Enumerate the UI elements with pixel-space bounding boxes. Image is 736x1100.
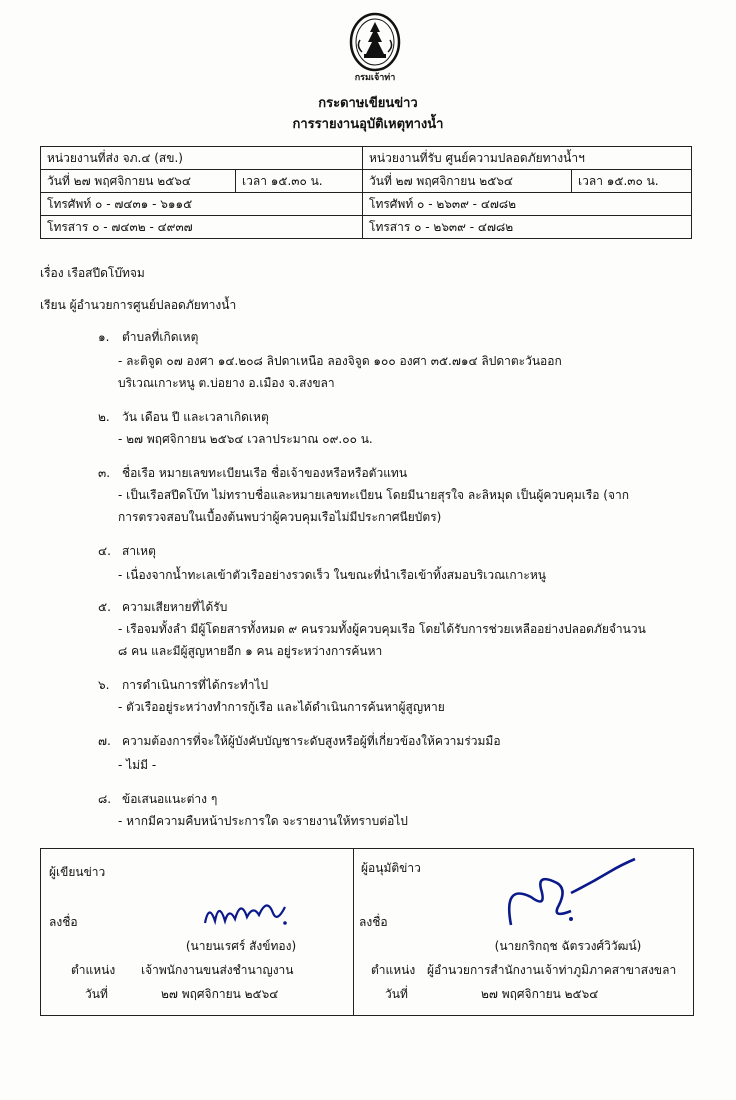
item-detail: บริเวณเกาะหนู ต.บ่อยาง อ.เมือง จ.สงขลา <box>118 376 335 390</box>
item-number: ๓. <box>98 466 111 480</box>
approver-date: ๒๗ พฤศจิกายน ๒๕๖๔ <box>481 987 599 1001</box>
writer-date: ๒๗ พฤศจิกายน ๒๕๖๔ <box>161 987 279 1001</box>
item-title-damage: ความเสียหายที่ได้รับ <box>122 600 228 614</box>
receiver-fax: โทรสาร ๐ - ๒๖๓๙ - ๔๗๘๒ <box>363 216 692 239</box>
item-detail: การตรวจสอบในเบื้องต้นพบว่าผู้ควบคุมเรือไม่มีประกาศนียบัตร) <box>118 510 442 524</box>
table-row <box>41 216 692 239</box>
item-detail: - ไม่มี - <box>118 758 157 772</box>
receiver-unit: หน่วยงานที่รับ ศูนย์ความปลอดภัยทางน้ำฯ <box>363 147 692 170</box>
approver-date-label: วันที่ <box>385 987 408 1001</box>
item-detail: - เรือจมทั้งลำ มีผู้โดยสารทั้งหมด ๙ คนรวมทั้งผู้ควบคุมเรือ โดยได้รับการช่วยเหลืออย่างปลอดภัยจำนวน <box>118 622 646 636</box>
writer-position-label: ตำแหน่ง <box>71 963 116 977</box>
subject-line: เรื่อง เรือสปีดโบ๊ทจม <box>40 266 145 280</box>
writer-date-label: วันที่ <box>85 987 108 1001</box>
signature-box <box>40 848 694 1016</box>
item-number: ๘. <box>98 792 112 806</box>
table-row <box>41 193 692 216</box>
sender-time: เวลา ๑๕.๓๐ น. <box>236 170 363 193</box>
writer-signature-mark <box>201 893 291 931</box>
item-detail: ๘ คน และมีผู้สูญหายอีก ๑ คน อยู่ระหว่างการค้นหา <box>118 644 383 658</box>
approver-heading: ผู้อนุมัติข่าว <box>361 861 421 875</box>
writer-position: เจ้าพนักงานขนส่งชำนาญงาน <box>141 963 294 977</box>
approver-sign-label: ลงชื่อ <box>359 915 388 929</box>
item-number: ๖. <box>98 678 110 692</box>
writer-heading: ผู้เขียนข่าว <box>49 865 106 879</box>
table-row <box>41 170 692 193</box>
item-detail: - ละติจูด ๐๗ องศา ๑๔.๒๐๘ ลิปดาเหนือ ลองจิจูด ๑๐๐ องศา ๓๕.๗๑๔ ลิปดาตะวันออก <box>118 354 562 368</box>
sender-date: วันที่ ๒๗ พฤศจิกายน ๒๕๖๔ <box>41 170 236 193</box>
item-title-cause: สาเหตุ <box>122 544 156 558</box>
item-detail: - หากมีความคืบหน้าประการใด จะรายงานให้ทราบต่อไป <box>118 814 408 828</box>
header-table <box>40 146 692 239</box>
item-number: ๗. <box>98 734 111 748</box>
approver-position-label: ตำแหน่ง <box>371 963 416 977</box>
sender-unit: หน่วยงานที่ส่ง จภ.๔ (สข.) <box>41 147 363 170</box>
item-title-vessel: ชื่อเรือ หมายเลขทะเบียนเรือ ชื่อเจ้าของหรือหรือตัวแทน <box>122 466 408 480</box>
item-title-datetime: วัน เดือน ปี และเวลาเกิดเหตุ <box>122 410 269 424</box>
document-title: กระดาษเขียนข่าว <box>318 96 418 111</box>
sender-phone: โทรศัพท์ ๐ - ๗๔๓๑ - ๖๑๑๕ <box>41 193 363 216</box>
item-detail: - เป็นเรือสปีดโบ๊ท ไม่ทราบชื่อและหมายเลขทะเบียน โดยมีนายสุรใจ ละลิหมุด เป็นผู้ควบคุมเรือ (จาก <box>118 488 630 502</box>
receiver-date: วันที่ ๒๗ พฤศจิกายน ๒๕๖๔ <box>363 170 572 193</box>
recipient-line: เรียน ผู้อำนวยการศูนย์ปลอดภัยทางน้ำ <box>40 298 237 312</box>
writer-sign-label: ลงชื่อ <box>49 915 78 929</box>
item-number: ๕. <box>98 600 111 614</box>
item-number: ๑. <box>98 330 110 344</box>
approver-signature-mark <box>501 853 641 933</box>
approver-name: (นายกริกฤช ฉัตรวงศ์วิวัฒน์) <box>494 939 642 953</box>
signature-divider <box>353 849 354 1015</box>
item-detail: - ๒๗ พฤศจิกายน ๒๕๖๔ เวลาประมาณ ๐๙.๐๐ น. <box>118 432 373 446</box>
item-number: ๔. <box>98 544 111 558</box>
receiver-time: เวลา ๑๕.๓๐ น. <box>572 170 692 193</box>
item-title-actions: การดำเนินการที่ได้กระทำไป <box>122 678 269 692</box>
document-subtitle: การรายงานอุบัติเหตุทางน้ำ <box>292 117 444 132</box>
table-row <box>41 147 692 170</box>
sender-fax: โทรสาร ๐ - ๗๔๓๒ - ๔๙๓๗ <box>41 216 363 239</box>
item-title-location: ตำบลที่เกิดเหตุ <box>122 330 199 344</box>
approver-position: ผู้อำนวยการสำนักงานเจ้าท่าภูมิภาคสาขาสงขลา <box>427 963 677 977</box>
receiver-phone: โทรศัพท์ ๐ - ๒๖๓๙ - ๔๗๘๒ <box>363 193 692 216</box>
item-title-suggestions: ข้อเสนอแนะต่าง ๆ <box>122 792 218 806</box>
seal-caption: กรมเจ้าท่า <box>354 73 396 83</box>
item-number: ๒. <box>98 410 110 424</box>
item-title-requests: ความต้องการที่จะให้ผู้บังคับบัญชาระดับสูงหรือผู้ที่เกี่ยวข้องให้ความร่วมมือ <box>122 734 501 748</box>
item-detail: - เนื่องจากน้ำทะเลเข้าตัวเรืออย่างรวดเร็ว ในขณะที่นำเรือเข้าทิ้งสมอบริเวณเกาะหนู <box>118 568 546 582</box>
item-detail: - ตัวเรืออยู่ระหว่างทำการกู้เรือ และได้ดำเนินการค้นหาผู้สูญหาย <box>118 700 445 714</box>
writer-name: (นายนเรศร์ สังข์ทอง) <box>185 939 297 953</box>
